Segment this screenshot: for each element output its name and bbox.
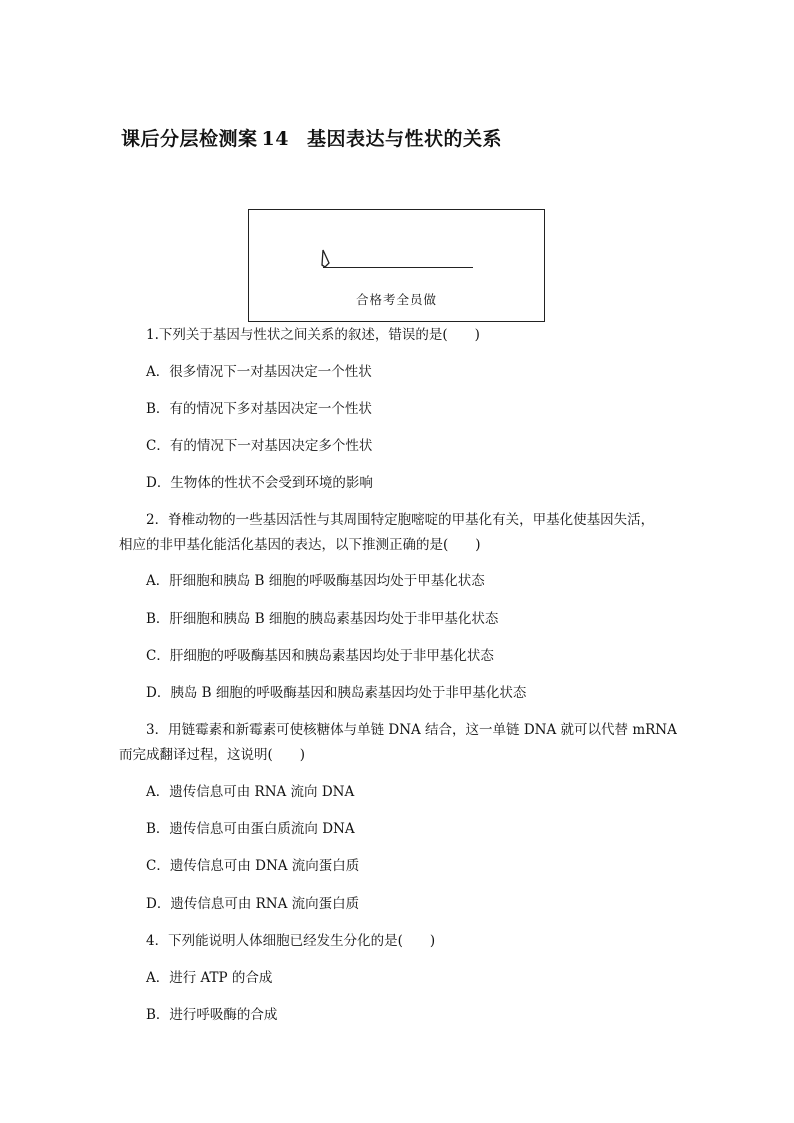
title-number: 14 [261, 128, 289, 150]
title-topic: 基因表达与性状的关系 [306, 128, 502, 150]
q1-option-d: D．生物体的性状不会受到环境的影响 [146, 475, 373, 491]
q4-option-b: B．进行呼吸酶的合成 [146, 1007, 278, 1023]
q3-option-c: C．遗传信息可由 DNA 流向蛋白质 [146, 858, 360, 874]
q1-option-a: A．很多情况下一对基因决定一个性状 [146, 364, 372, 380]
question-3-stem: 3．用链霉素和新霉素可使核糖体与单链 DNA 结合，这一单链 DNA 就可以代替 mRNA [146, 722, 677, 738]
q2-option-c: C．肝细胞的呼吸酶基因和胰岛素基因均处于非甲基化状态 [146, 648, 494, 664]
banner-caption: 合格考全员做 [355, 292, 437, 307]
page-title [121, 124, 502, 151]
title-prefix: 课后分层检测案 [121, 128, 258, 150]
q3-option-d: D．遗传信息可由 RNA 流向蛋白质 [146, 896, 360, 912]
question-3-stem-continued: 而完成翻译过程，这说明( ) [119, 747, 306, 763]
q4-option-a: A．进行 ATP 的合成 [146, 970, 273, 986]
question-2-stem: 2．脊椎动物的一些基因活性与其周围特定胞嘧啶的甲基化有关，甲基化使基因失活， [146, 512, 655, 528]
q1-option-c: C．有的情况下一对基因决定多个性状 [146, 438, 373, 454]
q2-option-d: D．胰岛 B 细胞的呼吸酶基因和胰岛素基因均处于非甲基化状态 [146, 685, 527, 701]
question-1-stem: 1.下列关于基因与性状之间关系的叙述，错误的是( ) [146, 327, 480, 343]
q1-option-b: B．有的情况下多对基因决定一个性状 [146, 401, 372, 417]
question-4-stem: 4．下列能说明人体细胞已经发生分化的是( ) [146, 933, 436, 949]
q3-option-a: A．遗传信息可由 RNA 流向 DNA [146, 784, 355, 800]
banner-underline [323, 267, 473, 268]
question-2-stem-continued: 相应的非甲基化能活化基因的表达，以下推测正确的是( ) [119, 537, 481, 553]
section-banner [248, 209, 545, 322]
q3-option-b: B．遗传信息可由蛋白质流向 DNA [146, 821, 355, 837]
q2-option-a: A．肝细胞和胰岛 B 细胞的呼吸酶基因均处于甲基化状态 [146, 573, 485, 589]
q2-option-b: B．肝细胞和胰岛 B 细胞的胰岛素基因均处于非甲基化状态 [146, 611, 499, 627]
